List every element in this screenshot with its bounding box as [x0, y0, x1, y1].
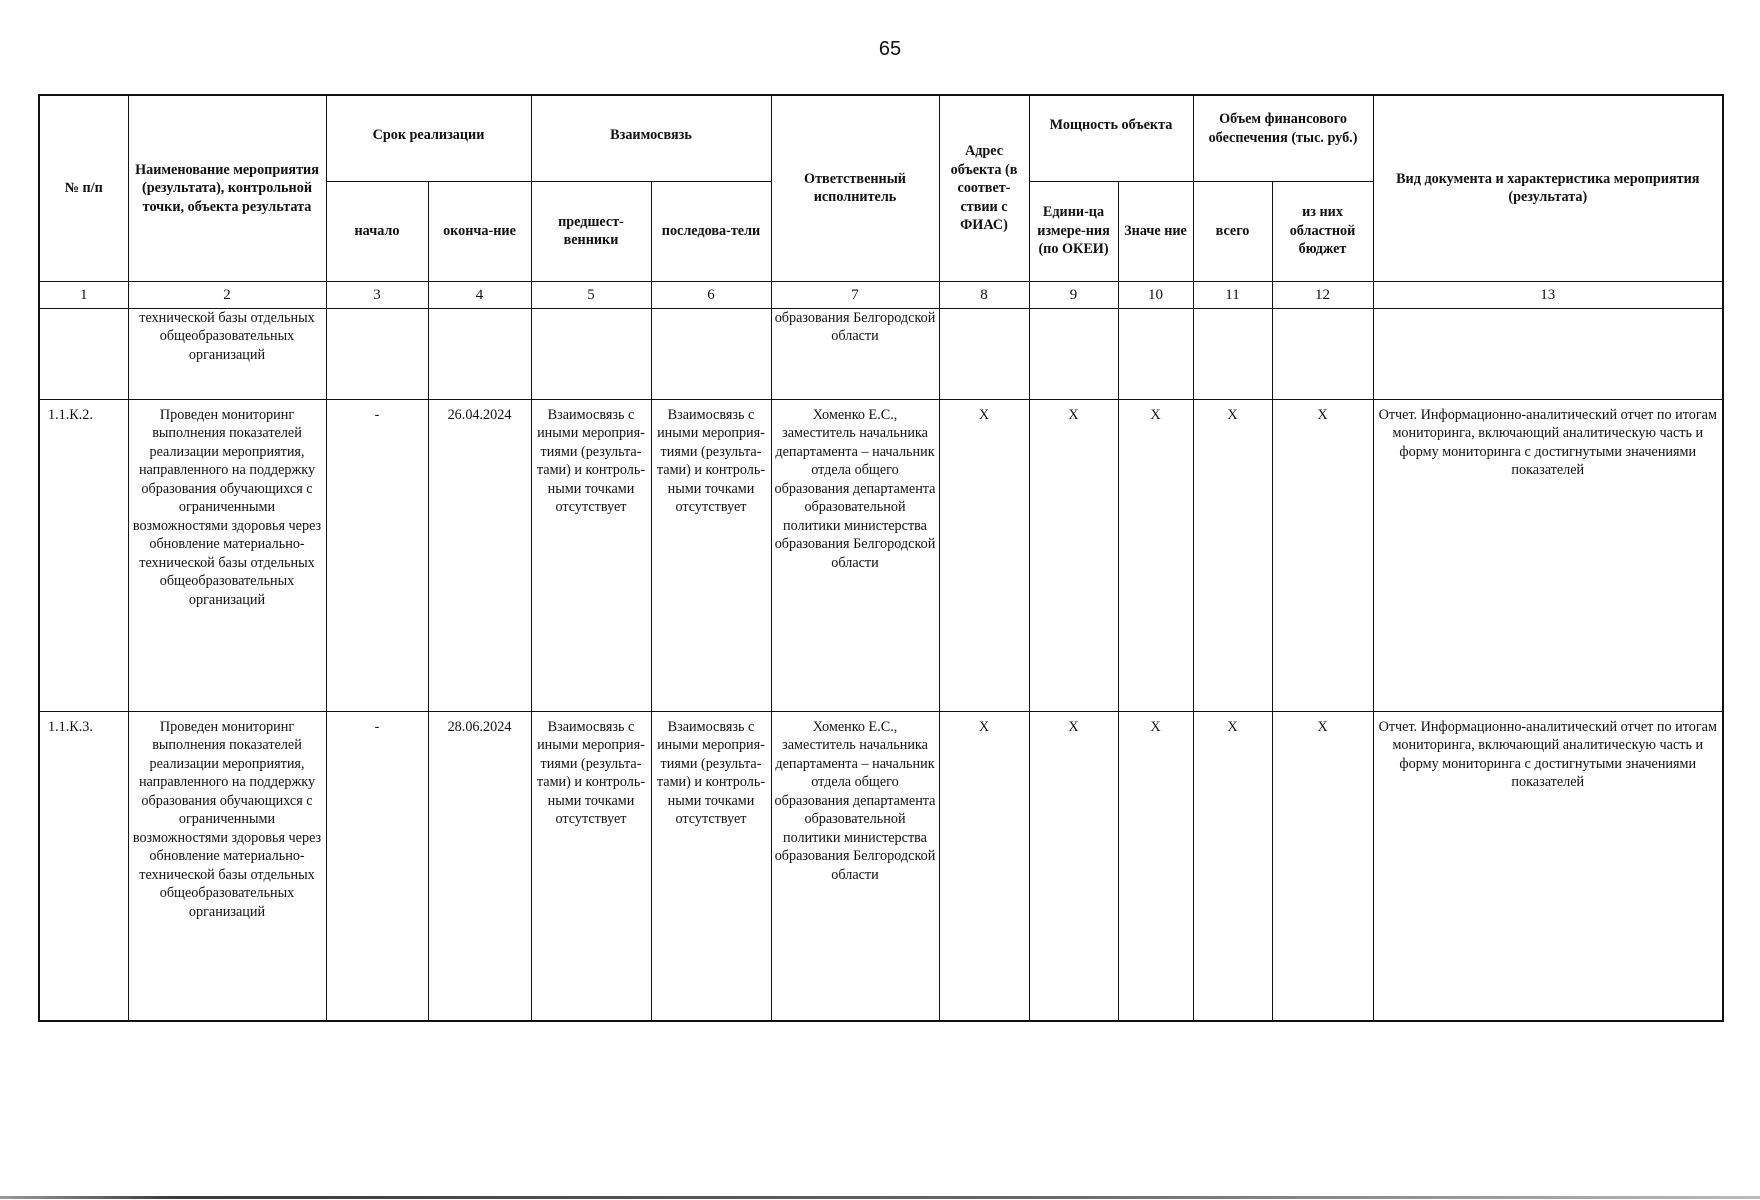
column-number: 12 [1272, 281, 1373, 308]
row-total: X [1193, 399, 1272, 711]
row-num: 1.1.К.2. [39, 399, 128, 711]
header-term-start: начало [326, 181, 428, 281]
header-term-end: оконча-ние [428, 181, 531, 281]
row-doc: Отчет. Информационно-аналитический отчет по итогам мониторинга, включающий аналитическую часть и форму мониторинга с достигнутыми значениями показателей [1373, 711, 1723, 1021]
column-number: 3 [326, 281, 428, 308]
cont-executor: образования Белгородской области [771, 308, 939, 399]
header-relation-next: последова-тели [651, 181, 771, 281]
column-numbers-row [39, 281, 1723, 308]
row-start: - [326, 399, 428, 711]
column-number: 4 [428, 281, 531, 308]
row-next: Взаимосвязь с иными мероприя-тиями (результа-тами) и контроль-ными точками отсутствует [651, 399, 771, 711]
header-capacity-value: Значе ние [1118, 181, 1193, 281]
column-number: 1 [39, 281, 128, 308]
row-next: Взаимосвязь с иными мероприя-тиями (результа-тами) и контроль-ными точками отсутствует [651, 711, 771, 1021]
header-executor: Ответственный исполнитель [771, 95, 939, 281]
header-finance-total: всего [1193, 181, 1272, 281]
row-pred: Взаимосвязь с иными мероприя-тиями (результа-тами) и контроль-ными точками отсутствует [531, 711, 651, 1021]
header-term: Срок реализации [326, 95, 531, 181]
row-name: Проведен мониторинг выполнения показателей реализации мероприятия, направленного на поддержку образования обучающихся с ограниченными возможностями здоровья через обновление материально-технической базы отдельных общеобразовательных организаций [128, 711, 326, 1021]
row-unit: X [1029, 711, 1118, 1021]
column-number: 7 [771, 281, 939, 308]
header-row-top [39, 95, 1723, 181]
header-doc-type: Вид документа и характеристика мероприятия (результата) [1373, 95, 1723, 281]
row-regional: X [1272, 399, 1373, 711]
header-relation: Взаимосвязь [531, 95, 771, 181]
row-address: X [939, 711, 1029, 1021]
column-number: 9 [1029, 281, 1118, 308]
scan-edge-divider [0, 1196, 1760, 1199]
column-number: 5 [531, 281, 651, 308]
row-total: X [1193, 711, 1272, 1021]
continuation-row [39, 308, 1723, 399]
cont-num [39, 308, 128, 399]
row-value: X [1118, 711, 1193, 1021]
row-num: 1.1.К.3. [39, 711, 128, 1021]
row-doc: Отчет. Информационно-аналитический отчет по итогам мониторинга, включающий аналитическую часть и форму мониторинга с достигнутыми значениями показателей [1373, 399, 1723, 711]
column-number: 13 [1373, 281, 1723, 308]
row-unit: X [1029, 399, 1118, 711]
row-address: X [939, 399, 1029, 711]
row-name: Проведен мониторинг выполнения показателей реализации мероприятия, направленного на поддержку образования обучающихся с ограниченными возможностями здоровья через обновление материально-технической базы отдельных общеобразовательных организаций [128, 399, 326, 711]
header-relation-pred: предшест-венники [531, 181, 651, 281]
header-finance: Объем финансового обеспечения (тыс. руб.) [1193, 95, 1373, 181]
column-number: 6 [651, 281, 771, 308]
header-name: Наименование мероприятия (результата), контрольной точки, объекта результата [128, 95, 326, 281]
column-number: 11 [1193, 281, 1272, 308]
row-value: X [1118, 399, 1193, 711]
row-start: - [326, 711, 428, 1021]
row-executor: Хоменко Е.С., заместитель начальника департамента – начальник отдела общего образования департамента образовательной политики министерства образования Белгородской области [771, 399, 939, 711]
header-capacity-unit: Едини-ца измере-ния (по ОКЕИ) [1029, 181, 1118, 281]
table-row [39, 711, 1723, 1021]
row-executor: Хоменко Е.С., заместитель начальника департамента – начальник отдела общего образования департамента образовательной политики министерства образования Белгородской области [771, 711, 939, 1021]
row-regional: X [1272, 711, 1373, 1021]
row-end: 28.06.2024 [428, 711, 531, 1021]
header-capacity: Мощность объекта [1029, 95, 1193, 181]
column-number: 2 [128, 281, 326, 308]
header-address: Адрес объекта (в соответ-ствии с ФИАС) [939, 95, 1029, 281]
header-finance-regional: из них областной бюджет [1272, 181, 1373, 281]
cont-name: технической базы отдельных общеобразовательных организаций [128, 308, 326, 399]
column-number: 8 [939, 281, 1029, 308]
header-num: № п/п [39, 95, 128, 281]
table-row [39, 399, 1723, 711]
row-pred: Взаимосвязь с иными мероприя-тиями (результа-тами) и контроль-ными точками отсутствует [531, 399, 651, 711]
page-number: 65 [878, 38, 902, 60]
plan-table [38, 94, 1724, 1022]
row-end: 26.04.2024 [428, 399, 531, 711]
column-number: 10 [1118, 281, 1193, 308]
